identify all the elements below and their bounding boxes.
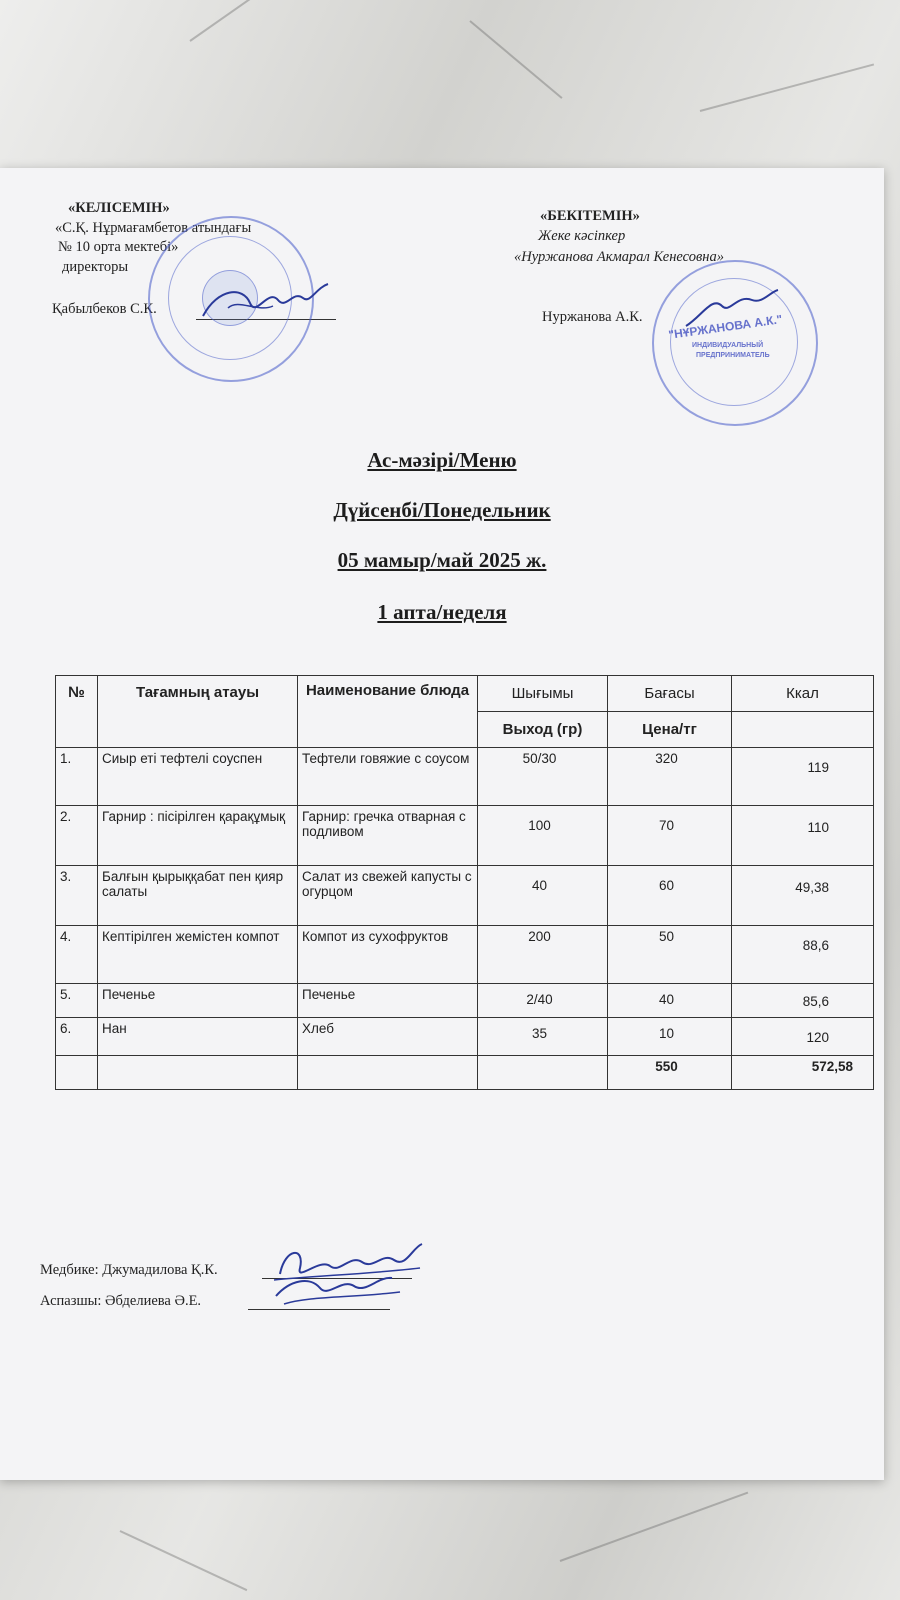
cell-kcal: 120: [732, 1018, 874, 1056]
cell-price: 40: [608, 984, 732, 1018]
table-header-row: [56, 676, 874, 712]
approval-right-line2: «Нуржанова Акмарал Кенесовна»: [514, 249, 724, 265]
cell-empty: [98, 1056, 298, 1090]
col-header-price-ru: Цена/тг: [608, 712, 732, 748]
cell-name-kz: Кептірілген жемістен компот: [98, 926, 298, 984]
cell-name-ru: Салат из свежей капусты с огурцом: [298, 866, 478, 926]
cell-no: 4.: [56, 926, 98, 984]
col-header-price-kz: Бағасы: [608, 676, 732, 712]
round-stamp-right: [652, 260, 818, 426]
approval-left-line2: № 10 орта мектебі»: [58, 239, 179, 255]
cell-empty: [298, 1056, 478, 1090]
cell-name-ru: Тефтели говяжие с соусом: [298, 748, 478, 806]
approval-right-signer: Нуржанова А.К.: [542, 309, 643, 325]
table-total-row: [56, 1056, 874, 1090]
cell-yield: 100: [478, 806, 608, 866]
document-page: [0, 168, 884, 1480]
col-header-name-kz: Тағамның атауы: [98, 676, 298, 748]
cell-price: 10: [608, 1018, 732, 1056]
title-week: 1 апта/неделя: [377, 600, 507, 624]
approval-left-signer: Қабылбеков С.К.: [52, 301, 157, 317]
cell-empty: [478, 1056, 608, 1090]
cell-name-kz: Гарнир : пісірілген қарақұмық: [98, 806, 298, 866]
col-header-name-ru: Наименование блюда: [298, 676, 478, 748]
cell-kcal: 88,6: [732, 926, 874, 984]
cell-yield: 35: [478, 1018, 608, 1056]
table-row: [56, 806, 874, 866]
cell-name-kz: Нан: [98, 1018, 298, 1056]
cell-price: 70: [608, 806, 732, 866]
col-header-yield-kz: Шығымы: [478, 676, 608, 712]
cell-empty: [56, 1056, 98, 1090]
col-header-yield-ru: Выход (гр): [478, 712, 608, 748]
approval-left-line1: «С.Қ. Нұрмағамбетов атындағы: [55, 220, 252, 236]
stamp-right-name: "НҰРЖАНОВА А.К.": [667, 312, 784, 342]
approval-left-title: «КЕЛІСЕМІН»: [68, 200, 170, 216]
stamp-right-line1: ИНДИВИДУАЛЬНЫЙ: [692, 342, 764, 349]
title-menu: Ас-мәзірі/Меню: [367, 448, 517, 472]
cell-yield: 40: [478, 866, 608, 926]
table-row: [56, 866, 874, 926]
cell-name-ru: Компот из сухофруктов: [298, 926, 478, 984]
cell-kcal: 110: [732, 806, 874, 866]
cell-name-ru: Печенье: [298, 984, 478, 1018]
cell-name-ru: Гарнир: гречка отварная с подливом: [298, 806, 478, 866]
nurse-signer: Медбике: Джумадилова Қ.К.: [40, 1262, 218, 1278]
cell-no: 1.: [56, 748, 98, 806]
approval-left-line3: директоры: [62, 259, 129, 275]
table-row: [56, 926, 874, 984]
cell-yield: 200: [478, 926, 608, 984]
stamp-right-line2: ПРЕДПРИНИМАТЕЛЬ: [696, 352, 770, 359]
cell-no: 5.: [56, 984, 98, 1018]
total-price: 550: [608, 1056, 732, 1090]
cell-name-kz: Печенье: [98, 984, 298, 1018]
total-kcal: 572,58: [732, 1056, 874, 1090]
marble-vein: [469, 20, 562, 99]
col-header-no: №: [56, 676, 98, 748]
cell-yield: 50/30: [478, 748, 608, 806]
menu-table: [55, 675, 874, 1090]
title-date: 05 мамыр/май 2025 ж.: [337, 548, 547, 572]
title-day: Дүйсенбі/Понедельник: [333, 498, 551, 522]
cell-kcal: 85,6: [732, 984, 874, 1018]
marble-vein: [189, 0, 321, 42]
cell-price: 60: [608, 866, 732, 926]
cell-name-kz: Балғын қырыққабат пен қияр салаты: [98, 866, 298, 926]
col-header-kcal: Ккал: [732, 676, 874, 712]
cell-price: 50: [608, 926, 732, 984]
marble-vein: [560, 1492, 749, 1562]
cell-name-ru: Хлеб: [298, 1018, 478, 1056]
approval-right-line1: Жеке кәсіпкер: [538, 228, 626, 244]
marble-vein: [700, 63, 874, 112]
cell-no: 2.: [56, 806, 98, 866]
table-row: [56, 1018, 874, 1056]
marble-vein: [120, 1530, 248, 1591]
cook-signature: [270, 1266, 410, 1314]
cook-signer: Аспазшы: Әбделиева Ә.Е.: [40, 1293, 202, 1309]
cell-kcal: 49,38: [732, 866, 874, 926]
signature-right: [682, 286, 782, 336]
cell-name-kz: Сиыр еті тефтелі соуспен: [98, 748, 298, 806]
cell-yield: 2/40: [478, 984, 608, 1018]
signature-left: [198, 278, 338, 328]
table-row: [56, 984, 874, 1018]
table-row: [56, 748, 874, 806]
col-header-empty: [732, 712, 874, 748]
cell-price: 320: [608, 748, 732, 806]
cell-no: 3.: [56, 866, 98, 926]
cell-kcal: 119: [732, 748, 874, 806]
approval-right-title: «БЕКІТЕМІН»: [540, 208, 640, 224]
cell-no: 6.: [56, 1018, 98, 1056]
